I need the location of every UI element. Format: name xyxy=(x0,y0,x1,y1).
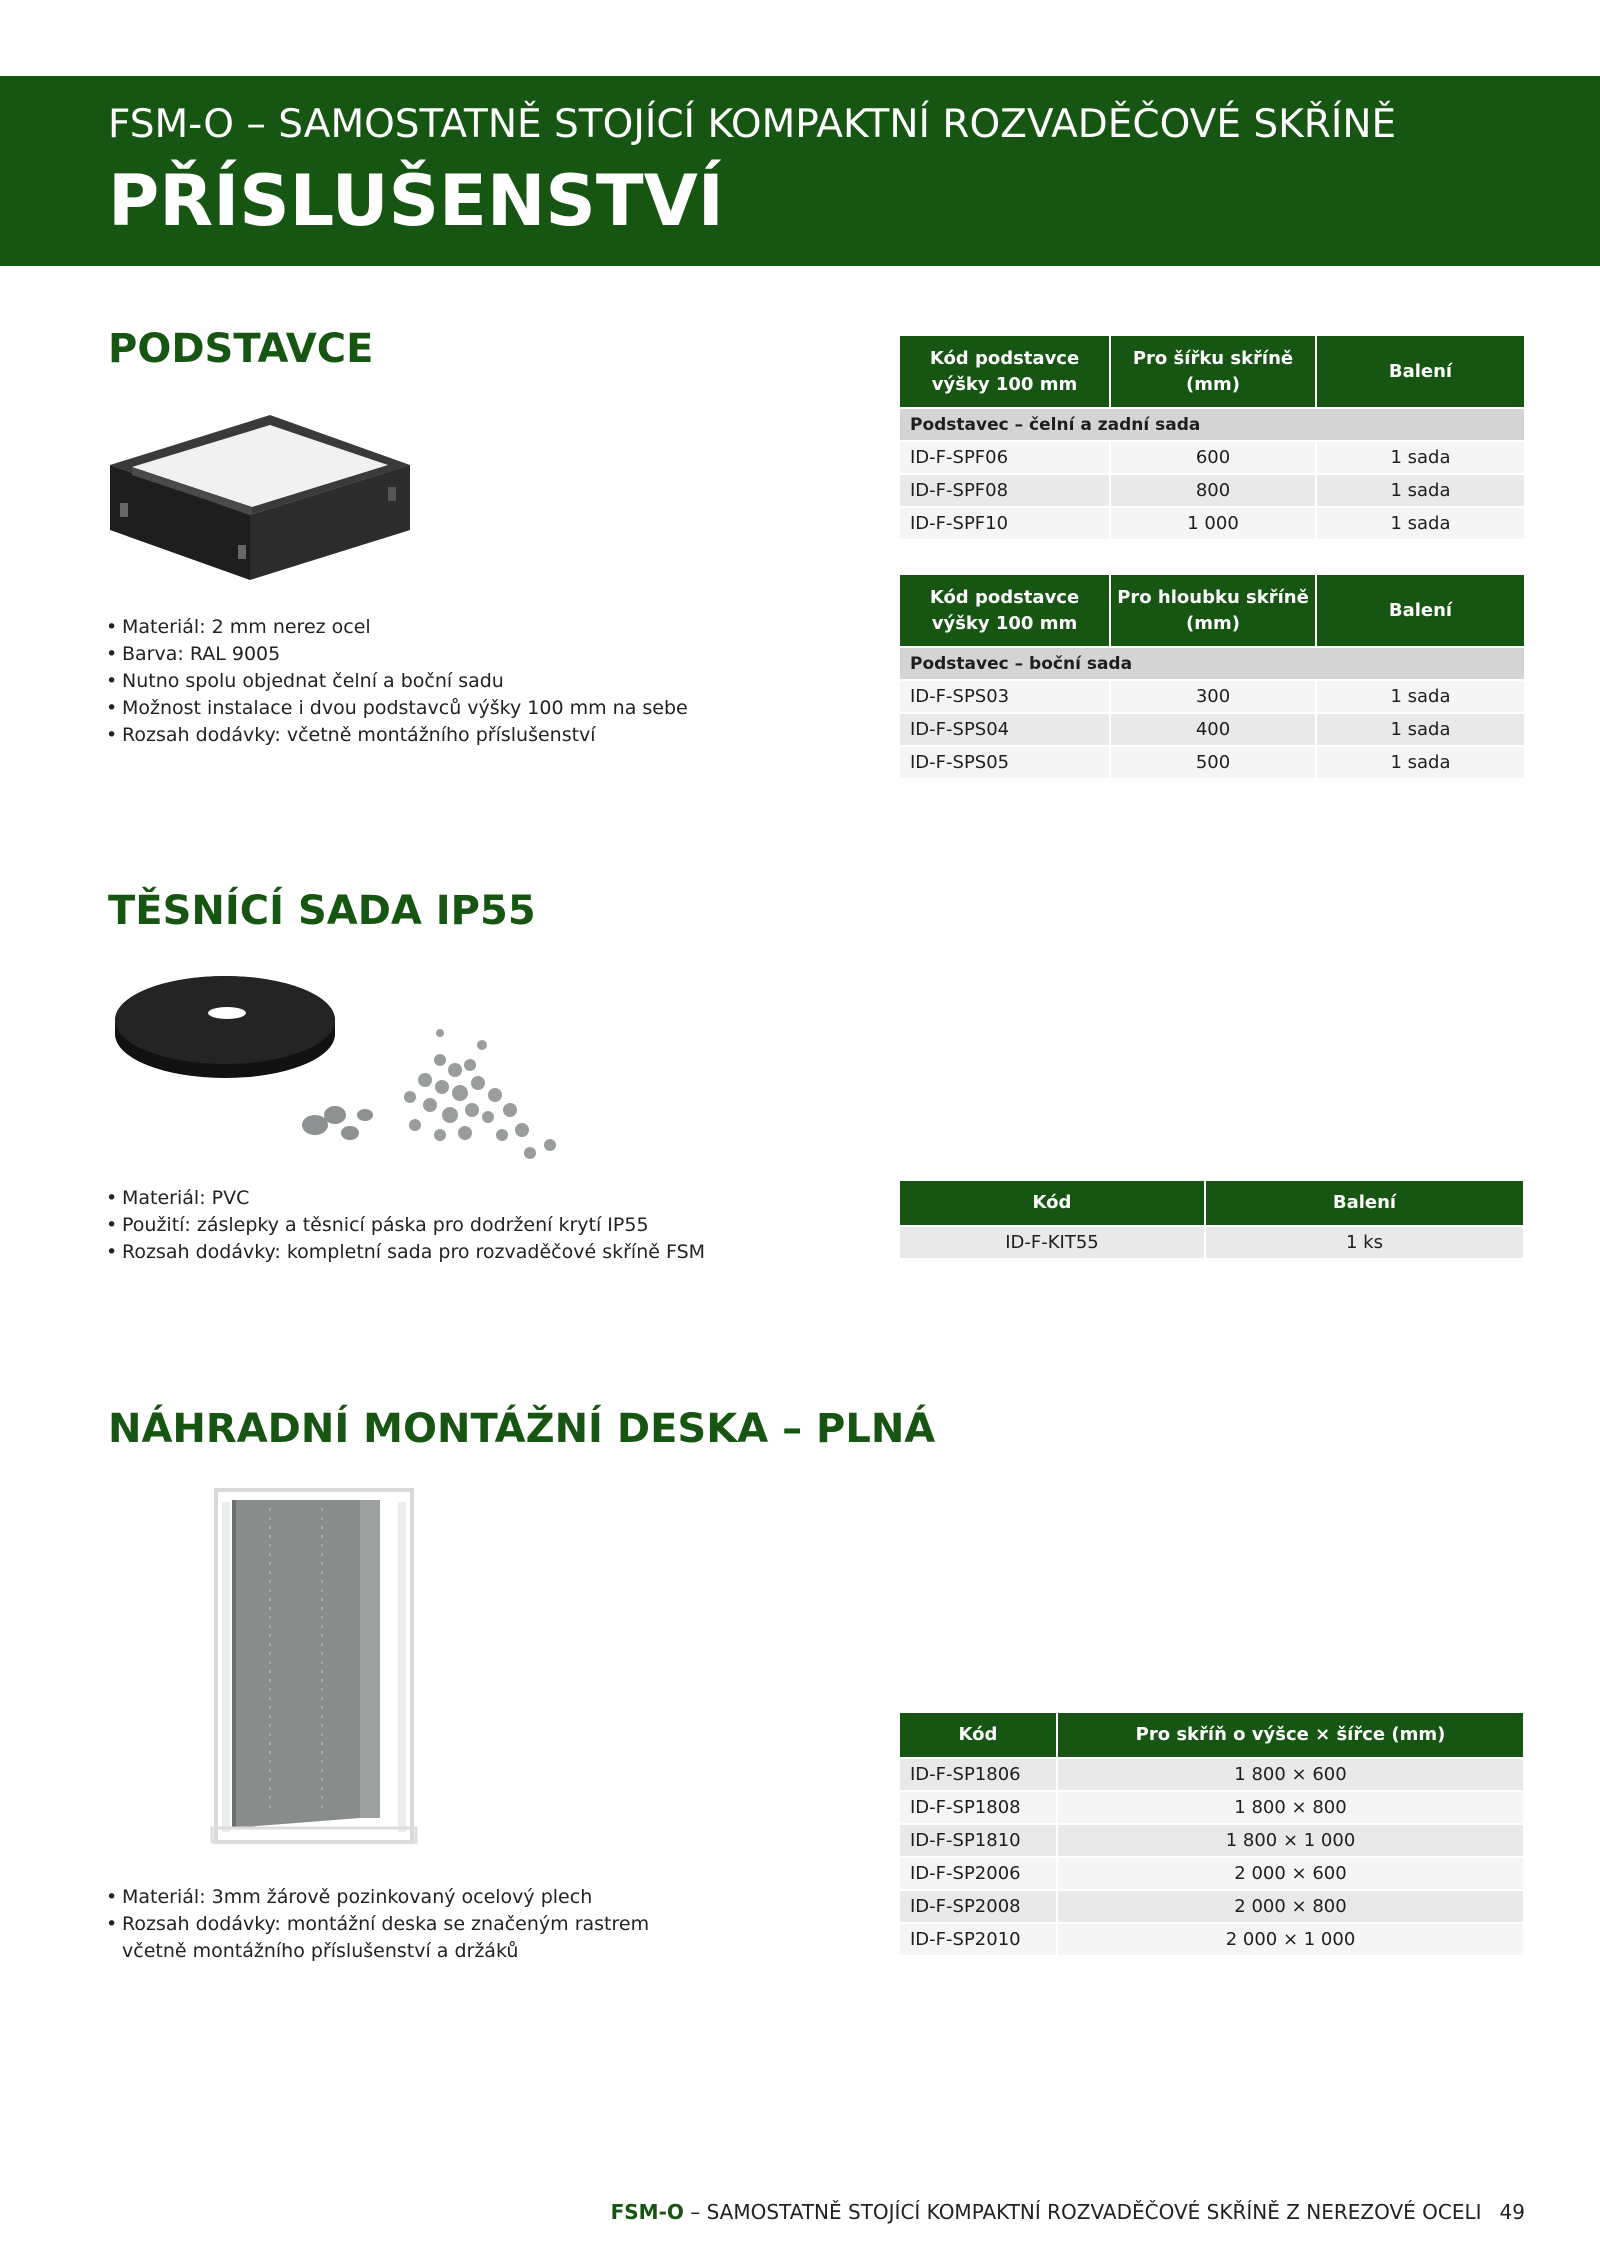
header-banner xyxy=(0,76,1600,266)
table-cell: 1 sada xyxy=(1316,713,1524,746)
table-cell: ID-F-SPS04 xyxy=(900,713,1110,746)
table-header: Balení xyxy=(1316,336,1524,408)
table-row xyxy=(900,713,1524,746)
bullet-item: • Rozsah dodávky: včetně montážního příslušenství xyxy=(106,722,688,749)
table-row xyxy=(900,1226,1523,1258)
plinth-front-table xyxy=(900,336,1524,539)
table-cell: 1 sada xyxy=(1316,746,1524,778)
podstavce-bullets xyxy=(106,614,688,749)
table-cell: ID-F-SP2010 xyxy=(900,1923,1057,1955)
table-cell: 2 000 × 600 xyxy=(1057,1857,1523,1890)
section-title-deska: NÁHRADNÍ MONTÁŽNÍ DESKA – PLNÁ xyxy=(108,1406,936,1452)
plinth-side-table xyxy=(900,575,1524,778)
table-cell: 1 ks xyxy=(1205,1226,1523,1258)
table-cell: ID-F-SP1806 xyxy=(900,1758,1057,1791)
page-footer xyxy=(611,2200,1525,2224)
sealing-kit-image xyxy=(110,965,580,1165)
page-title: PŘÍSLUŠENSTVÍ xyxy=(108,160,724,242)
table-cell: ID-F-KIT55 xyxy=(900,1226,1205,1258)
bullet-item: • Barva: RAL 9005 xyxy=(106,641,688,668)
table-cell: 1 sada xyxy=(1316,474,1524,507)
table-group-row: Podstavec – čelní a zadní sada xyxy=(900,408,1524,441)
table-row xyxy=(900,746,1524,778)
table-cell: ID-F-SP1810 xyxy=(900,1824,1057,1857)
table-cell: 1 000 xyxy=(1110,507,1316,539)
table-header: Pro skříň o výšce × šířce (mm) xyxy=(1057,1713,1523,1758)
table-header: Pro šířku skříně (mm) xyxy=(1110,336,1316,408)
mounting-plate-image xyxy=(210,1488,420,1848)
table-group-row: Podstavec – boční sada xyxy=(900,647,1524,680)
section-title-tesnici: TĚSNÍCÍ SADA IP55 xyxy=(108,888,536,934)
table-cell: ID-F-SPF08 xyxy=(900,474,1110,507)
bullet-item: • Použití: záslepky a těsnicí páska pro dodržení krytí IP55 xyxy=(106,1212,705,1239)
table-row xyxy=(900,1923,1523,1955)
table-row xyxy=(900,474,1524,507)
table-cell: 1 800 × 800 xyxy=(1057,1791,1523,1824)
table-header: Kód podstavce výšky 100 mm xyxy=(900,575,1110,647)
header-supertitle: FSM-O – SAMOSTATNĚ STOJÍCÍ KOMPAKTNÍ ROZVADĚČOVÉ SKŘÍNĚ xyxy=(108,102,1397,147)
bullet-item: • Možnost instalace i dvou podstavců výšky 100 mm na sebe xyxy=(106,695,688,722)
table-row xyxy=(900,1890,1523,1923)
table-cell: ID-F-SPF10 xyxy=(900,507,1110,539)
table-cell: 800 xyxy=(1110,474,1316,507)
table-cell: 600 xyxy=(1110,441,1316,474)
table-cell: 1 sada xyxy=(1316,680,1524,713)
table-row xyxy=(900,1857,1523,1890)
table-header: Pro hloubku skříně (mm) xyxy=(1110,575,1316,647)
table-cell: ID-F-SP1808 xyxy=(900,1791,1057,1824)
table-cell: ID-F-SPF06 xyxy=(900,441,1110,474)
footer-brand: FSM-O xyxy=(610,2200,684,2224)
bullet-item: • Materiál: 2 mm nerez ocel xyxy=(106,614,688,641)
bullet-item: • Rozsah dodávky: kompletní sada pro rozvaděčové skříně FSM xyxy=(106,1239,705,1266)
table-header: Balení xyxy=(1205,1181,1523,1226)
table-row xyxy=(900,680,1524,713)
bullet-item: • Materiál: PVC xyxy=(106,1185,705,1212)
table-row xyxy=(900,1824,1523,1857)
bullet-item: • Rozsah dodávky: montážní deska se značeným rastrem včetně montážního příslušenství a držáků xyxy=(106,1911,702,1965)
table-cell: ID-F-SP2006 xyxy=(900,1857,1057,1890)
table-header: Kód podstavce výšky 100 mm xyxy=(900,336,1110,408)
table-header: Kód xyxy=(900,1713,1057,1758)
table-cell: 1 800 × 600 xyxy=(1057,1758,1523,1791)
table-header: Kód xyxy=(900,1181,1205,1226)
table-cell: 1 800 × 1 000 xyxy=(1057,1824,1523,1857)
mounting-plate-table xyxy=(900,1713,1523,1955)
sealing-kit-table xyxy=(900,1181,1523,1258)
table-cell: ID-F-SPS03 xyxy=(900,680,1110,713)
table-cell: 500 xyxy=(1110,746,1316,778)
plinth-image xyxy=(70,395,420,595)
section-title-podstavce: PODSTAVCE xyxy=(108,326,374,372)
table-cell: 1 sada xyxy=(1316,441,1524,474)
table-row xyxy=(900,441,1524,474)
bullet-item: • Materiál: 3mm žárově pozinkovaný ocelový plech xyxy=(106,1884,702,1911)
tesnici-bullets xyxy=(106,1185,705,1266)
table-cell: 2 000 × 800 xyxy=(1057,1890,1523,1923)
footer-text: – SAMOSTATNĚ STOJÍCÍ KOMPAKTNÍ ROZVADĚČOVÉ SKŘÍNĚ Z NEREZOVÉ OCELI xyxy=(683,2200,1482,2224)
table-cell: 400 xyxy=(1110,713,1316,746)
table-cell: ID-F-SPS05 xyxy=(900,746,1110,778)
deska-bullets xyxy=(106,1884,702,1965)
table-cell: ID-F-SP2008 xyxy=(900,1890,1057,1923)
table-row xyxy=(900,507,1524,539)
table-header: Balení xyxy=(1316,575,1524,647)
table-cell: 1 sada xyxy=(1316,507,1524,539)
table-row xyxy=(900,1758,1523,1791)
table-row xyxy=(900,1791,1523,1824)
page-number: 49 xyxy=(1499,2200,1525,2224)
table-cell: 2 000 × 1 000 xyxy=(1057,1923,1523,1955)
table-cell: 300 xyxy=(1110,680,1316,713)
bullet-item: • Nutno spolu objednat čelní a boční sadu xyxy=(106,668,688,695)
